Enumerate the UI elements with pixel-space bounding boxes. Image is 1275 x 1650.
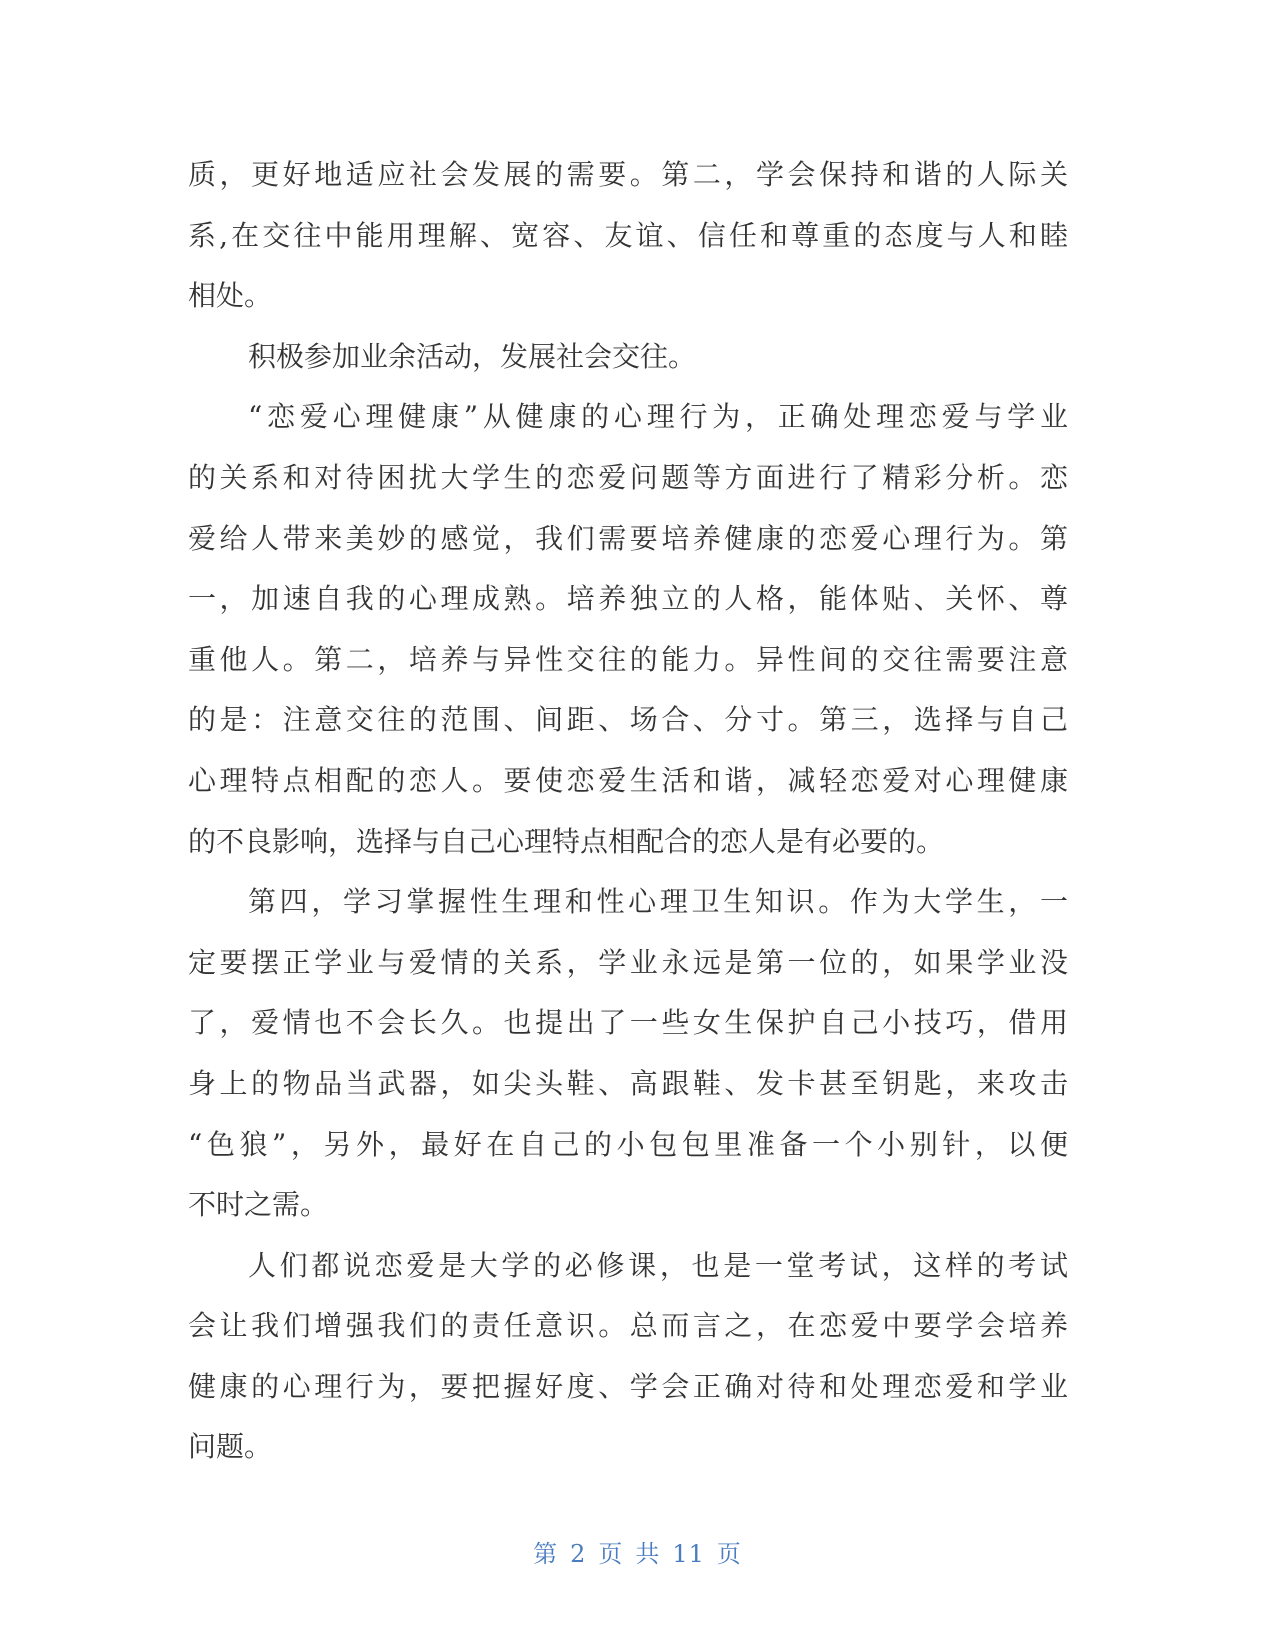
text-line: 心理特点相配的恋人。要使恋爱生活和谐，减轻恋爱对心理健康 — [188, 763, 1068, 797]
page-footer — [0, 1534, 1275, 1569]
text-line: 系,在交往中能用理解、宽容、友谊、信任和尊重的态度与人和睦 — [188, 218, 1068, 252]
footer-page-label: 第 — [533, 1540, 559, 1568]
text-line: 积极参加业余活动，发展社会交往。 — [248, 339, 697, 373]
text-line: “色狼”，另外，最好在自己的小包包里准备一个小别针，以便 — [188, 1127, 1068, 1161]
text-line: 的不良影响，选择与自己心理特点相配合的恋人是有必要的。 — [188, 824, 945, 858]
text-line: “恋爱心理健康”从健康的心理行为，正确处理恋爱与学业 — [248, 400, 1068, 434]
text-line: 问题。 — [188, 1430, 273, 1464]
text-line: 不时之需。 — [188, 1188, 329, 1222]
footer-page-unit: 页 — [598, 1540, 624, 1568]
footer-total-pages: 11 — [672, 1540, 705, 1568]
text-line: 质，更好地适应社会发展的需要。第二，学会保持和谐的人际关 — [188, 158, 1068, 191]
text-line: 人们都说恋爱是大学的必修课，也是一堂考试，这样的考试 — [248, 1248, 1068, 1282]
text-line: 第四，学习掌握性生理和性心理卫生知识。作为大学生，一 — [248, 885, 1068, 919]
document-body — [188, 145, 1068, 1478]
text-line: 相处。 — [188, 279, 273, 313]
text-line: 的是：注意交往的范围、间距、场合、分寸。第三，选择与自己 — [188, 703, 1068, 737]
text-line: 身上的物品当武器，如尖头鞋、高跟鞋、发卡甚至钥匙，来攻击 — [188, 1066, 1068, 1100]
text-line: 了，爱情也不会长久。也提出了一些女生保护自己小技巧，借用 — [188, 1006, 1068, 1040]
text-line: 会让我们增强我们的责任意识。总而言之，在恋爱中要学会培养 — [188, 1309, 1068, 1343]
footer-page-number: 2 — [570, 1540, 587, 1568]
footer-total-unit: 页 — [716, 1540, 742, 1568]
text-line: 一，加速自我的心理成熟。培养独立的人格，能体贴、关怀、尊 — [188, 582, 1068, 616]
footer-total-label: 共 — [635, 1540, 661, 1568]
text-line: 的关系和对待困扰大学生的恋爱问题等方面进行了精彩分析。恋 — [188, 460, 1068, 494]
text-line: 定要摆正学业与爱情的关系，学业永远是第一位的，如果学业没 — [188, 945, 1068, 979]
text-line: 重他人。第二，培养与异性交往的能力。异性间的交往需要注意 — [188, 642, 1068, 676]
text-line: 爱给人带来美妙的感觉，我们需要培养健康的恋爱心理行为。第 — [188, 521, 1068, 555]
text-line: 健康的心理行为，要把握好度、学会正确对待和处理恋爱和学业 — [188, 1369, 1068, 1403]
